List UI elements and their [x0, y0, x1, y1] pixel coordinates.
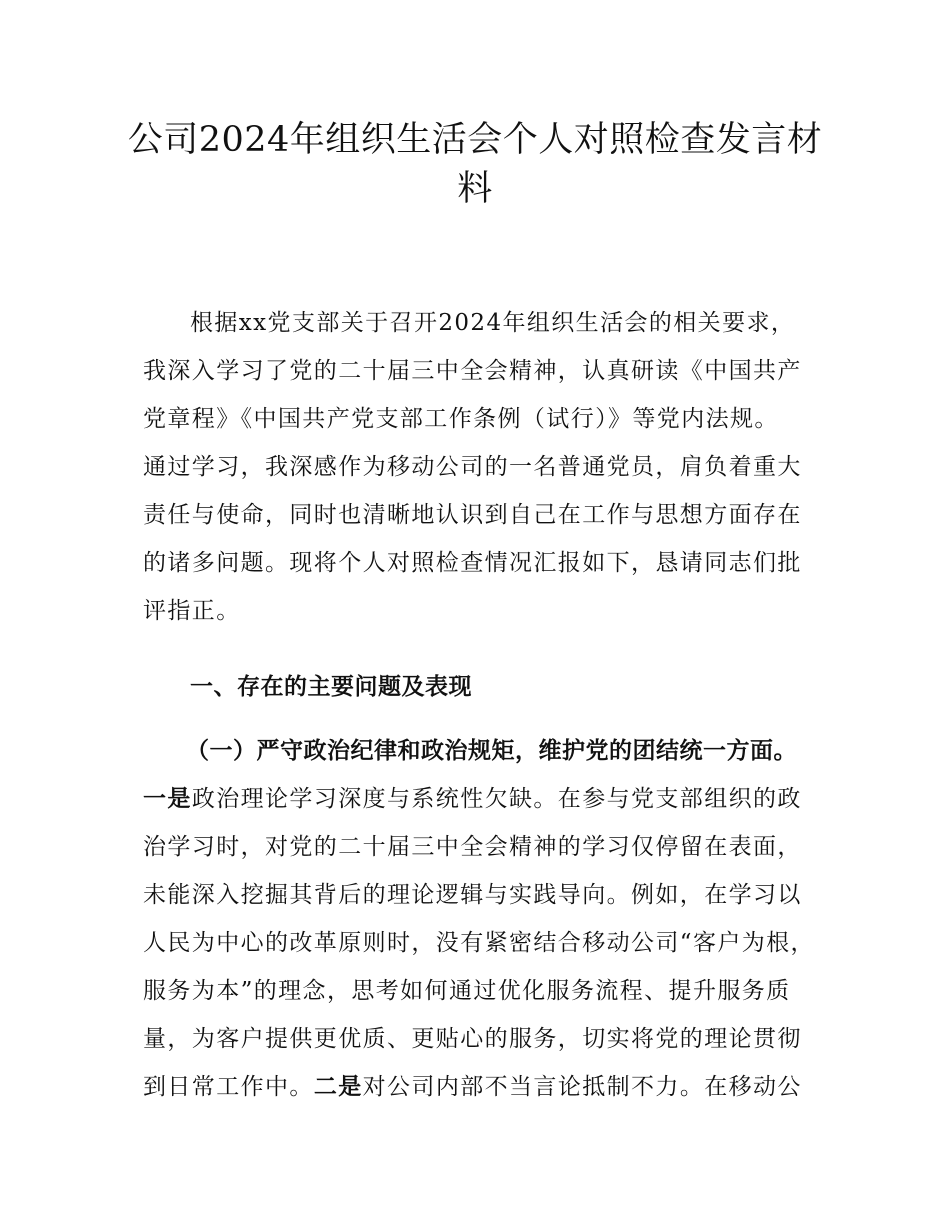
body-line: 未能深入挖掘其背后的理论逻辑与实践导向。例如，在学习以	[143, 882, 802, 908]
intro-paragraph-line: 责任与使命，同时也清晰地认识到自己在工作与思想方面存在	[143, 502, 802, 528]
intro-paragraph-line: 的诸多问题。现将个人对照检查情况汇报如下，恳请同志们批	[143, 550, 802, 576]
point-label: 一是	[143, 786, 192, 812]
body-line	[143, 1076, 823, 1099]
body-line: 人民为中心的改革原则时，没有紧密结合移动公司“客户为根，	[143, 930, 815, 956]
intro-paragraph-line: 党章程》《中国共产党支部工作条例（试行）》等党内法规。	[143, 406, 779, 432]
intro-paragraph-line: 我深入学习了党的二十届三中全会精神，认真研读《中国共产	[143, 358, 802, 384]
body-line	[143, 788, 823, 811]
section-heading: 一、存在的主要问题及表现	[190, 674, 472, 700]
body-text: 对公司内部不当言论抵制不力。在移动公	[362, 1074, 802, 1100]
intro-paragraph-line: 评指正。	[143, 598, 241, 624]
body-line: 治学习时，对党的二十届三中全会精神的学习仅停留在表面，	[143, 834, 802, 860]
intro-paragraph-line: 根据xx党支部关于召开2024年组织生活会的相关要求，	[190, 310, 796, 336]
body-text: 到日常工作中。	[143, 1074, 314, 1100]
subsection-heading: （一）严守政治纪律和政治规矩，维护党的团结统一方面。	[186, 738, 797, 764]
intro-paragraph-line: 通过学习，我深感作为移动公司的一名普通党员，肩负着重大	[143, 454, 802, 480]
body-text: 政治理论学习深度与系统性欠缺。在参与党支部组织的政	[191, 786, 802, 812]
document-title-line-1: 公司2024年组织生活会个人对照检查发言材	[127, 120, 823, 160]
document-title-line-2: 料	[457, 169, 493, 209]
body-line: 量，为客户提供更优质、更贴心的服务，切实将党的理论贯彻	[143, 1026, 802, 1052]
point-label: 二是	[313, 1074, 363, 1100]
body-line: 服务为本”的理念，思考如何通过优化服务流程、提升服务质	[143, 978, 791, 1004]
